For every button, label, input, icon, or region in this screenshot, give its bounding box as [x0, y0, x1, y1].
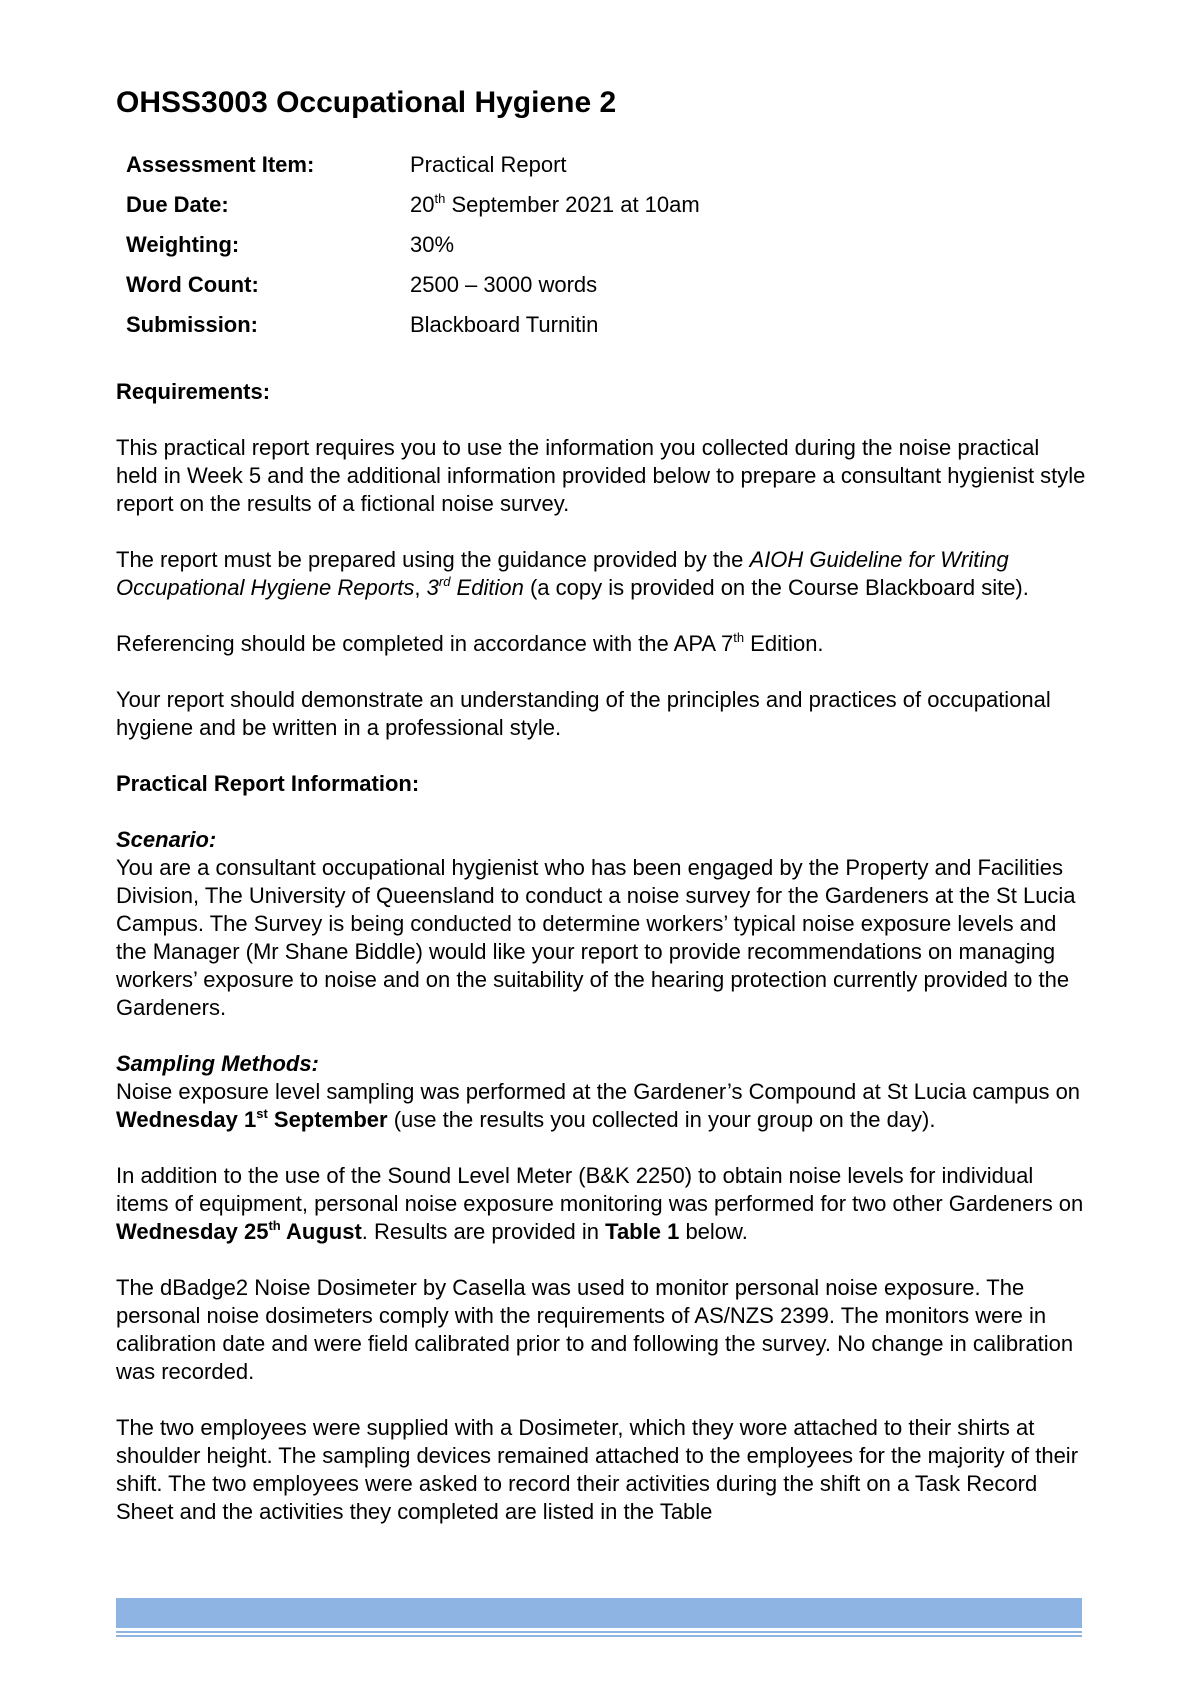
text-run: Noise exposure level sampling was performed at the Gardener’s Compound at St Lucia campus on — [116, 1079, 1081, 1104]
sampling-section — [116, 1050, 1086, 1134]
sampling-date-day: Wednesday 1 — [116, 1107, 257, 1132]
requirements-paragraph-1: This practical report requires you to use the information you collected during the noise practical held in Week 5 and the additional information provided below to prepare a consultant hygienist style report on the results of a fictional noise survey. — [116, 435, 1086, 516]
submission-label: Submission: — [126, 312, 259, 337]
assessment-item-row — [126, 152, 1026, 192]
submission-value: Blackboard Turnitin — [410, 312, 599, 337]
document-title: OHSS3003 Occupational Hygiene 2 — [116, 86, 617, 119]
document-body — [116, 378, 1086, 1554]
sampling-paragraph-1 — [116, 1078, 1086, 1134]
guideline-title: AIOH Guideline for Writing Occupational Hygiene Reports — [116, 547, 1009, 600]
requirements-paragraph-4: Your report should demonstrate an understanding of the principles and practices of occupational hygiene and be written in a professional style. — [116, 687, 1051, 740]
weighting-label: Weighting: — [126, 232, 240, 257]
scenario-section — [116, 826, 1086, 1022]
word-count-label: Word Count: — [126, 272, 259, 297]
requirements-paragraph-3 — [116, 630, 1086, 658]
due-date-value — [410, 192, 1026, 218]
text-run: (a copy is provided on the Course Blackboard site). — [523, 575, 1029, 600]
sampling-date-month: September — [267, 1107, 388, 1132]
footer-rule — [116, 1635, 1082, 1637]
due-date-day: 20 — [410, 192, 435, 217]
sampling-date — [116, 1107, 388, 1132]
sampling-paragraph-4: The two employees were supplied with a Dosimeter, which they wore attached to their shirts at shoulder height. The sampling devices remained attached to the employees for the majority of their shift. The two employees were asked to record their activities during the shift on a Task Record Sheet and the activities they completed are listed in the Table — [116, 1415, 1079, 1524]
due-date-rest: September 2021 at 10am — [445, 192, 700, 217]
monitoring-date-day: Wednesday 25 — [116, 1219, 269, 1244]
text-run: . Results are provided in — [361, 1219, 606, 1244]
text-run: (use the results you collected in your group on the day). — [387, 1107, 936, 1132]
sampling-date-suffix: st — [256, 1106, 268, 1121]
sampling-paragraph-3: The dBadge2 Noise Dosimeter by Casella was used to monitor personal noise exposure. The personal noise dosimeters comply with the requirements of AS/NZS 2399. The monitors were in calibration date and were field calibrated prior to and following the survey. No change in calibration was recorded. — [116, 1275, 1074, 1384]
sampling-heading: Sampling Methods: — [116, 1051, 319, 1076]
monitoring-date — [116, 1219, 362, 1244]
edition-word: Edition — [450, 575, 524, 600]
apa-suffix: th — [733, 630, 745, 645]
text-run: Edition. — [744, 631, 824, 656]
assessment-item-value: Practical Report — [410, 152, 567, 177]
scenario-heading: Scenario: — [116, 827, 217, 852]
sampling-paragraph-2 — [116, 1162, 1086, 1246]
scenario-text: You are a consultant occupational hygienist who has been engaged by the Property and Facilities Division, The University of Queensland to conduct a noise survey for the Gardeners at the St Lucia Campus. The Survey is being conducted to determine workers’ typical noise exposure levels and the Manager (Mr Shane Biddle) would like your report to provide recommendations on managing workers’ exposure to noise and on the suitability of the hearing protection currently provided to the Gardeners. — [116, 855, 1076, 1020]
due-date-label: Due Date: — [126, 192, 229, 217]
edition-suffix: rd — [438, 574, 451, 589]
text-run: Referencing should be completed in accordance with the APA 7 — [116, 631, 734, 656]
edition-number: 3 — [426, 575, 439, 600]
word-count-row — [126, 272, 1026, 312]
edition-text — [427, 575, 524, 600]
submission-row — [126, 312, 1026, 352]
monitoring-date-suffix: th — [268, 1218, 281, 1233]
footer-rule — [116, 1631, 1082, 1633]
weighting-row — [126, 232, 1026, 272]
assessment-item-label: Assessment Item: — [126, 152, 315, 177]
due-date-suffix: th — [434, 191, 446, 206]
text-run: In addition to the use of the Sound Level Meter (B&K 2250) to obtain noise levels for individual items of equipment, personal noise exposure monitoring was performed for two other Gardeners on — [116, 1163, 1084, 1216]
text-run: below. — [679, 1219, 748, 1244]
table-reference: Table 1 — [605, 1219, 680, 1244]
text-run: The report must be prepared using the guidance provided by the — [116, 547, 750, 572]
weighting-value: 30% — [410, 232, 455, 257]
footer-band — [116, 1598, 1082, 1628]
requirements-heading: Requirements: — [116, 379, 271, 404]
assessment-details — [126, 152, 1026, 352]
due-date-row — [126, 192, 1026, 232]
requirements-paragraph-2 — [116, 546, 1086, 602]
monitoring-date-month: August — [280, 1219, 362, 1244]
practical-info-heading: Practical Report Information: — [116, 771, 420, 796]
word-count-value: 2500 – 3000 words — [410, 272, 598, 297]
text-run: , — [414, 575, 427, 600]
